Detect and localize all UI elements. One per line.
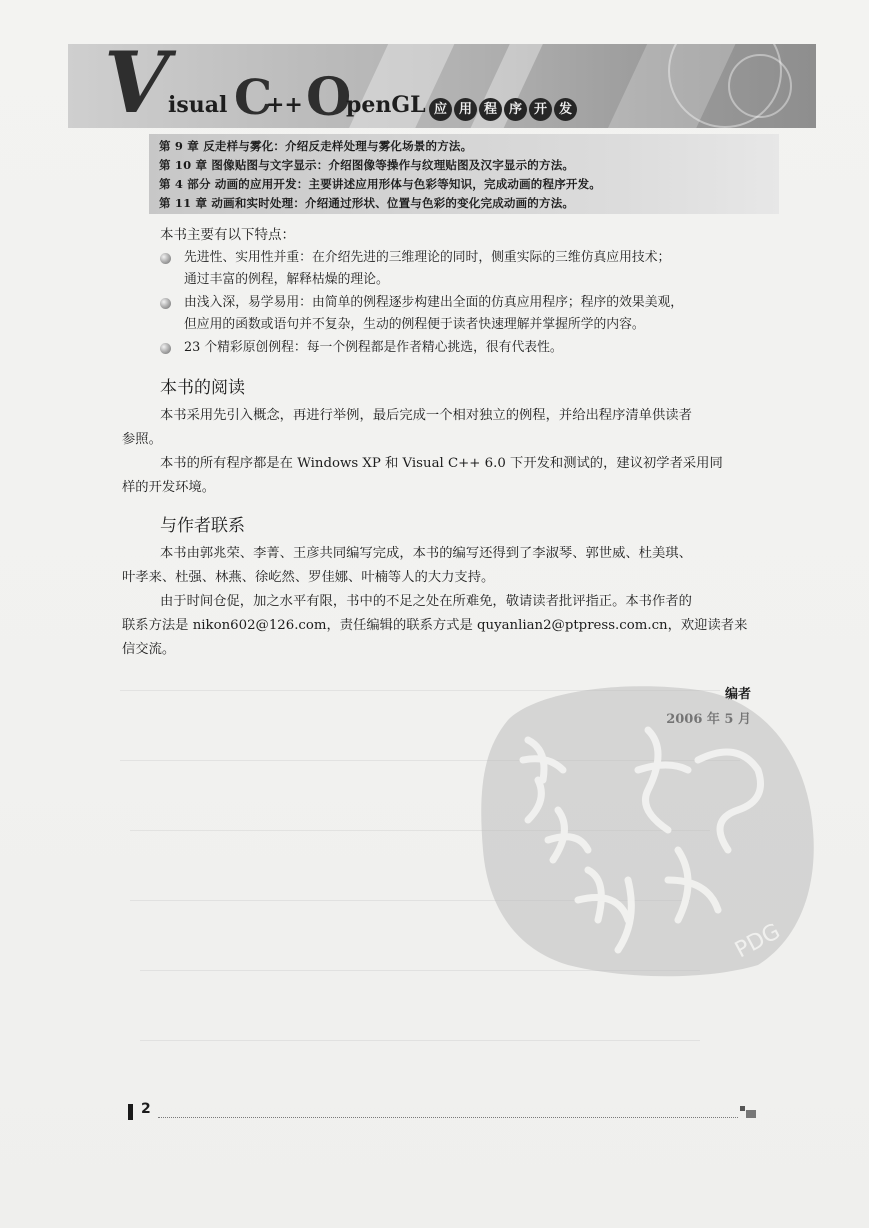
feature-item-line: 由浅入深，易学易用：由简单的例程逐步构建出全面的仿真应用程序；程序的效果美观， xyxy=(184,295,684,310)
footer-marker xyxy=(128,1104,133,1120)
contact-paragraph-line: 由于时间仓促，加之水平有限，书中的不足之处在所难免，敬请读者批评指正。本书作者的 xyxy=(160,594,692,609)
footer-corner-icon xyxy=(740,1106,756,1118)
logo-plusplus: ++ xyxy=(266,92,303,118)
bullet-icon xyxy=(160,298,171,309)
subtitle-char: 应 xyxy=(429,98,452,121)
subtitle-char: 开 xyxy=(529,98,552,121)
contact-paragraph-line: 叶孝来、杜强、林燕、徐屹然、罗佳娜、叶楠等人的大力支持。 xyxy=(122,570,495,585)
contact-paragraph-line: 信交流。 xyxy=(122,642,176,657)
chapter-item: 第 11 章 动画和实时处理：介绍通过形状、位置与色彩的变化完成动画的方法。 xyxy=(159,196,575,210)
reading-paragraph-line: 本书的所有程序都是在 Windows XP 和 Visual C++ 6.0 下开发和测试的，建议初学者采用同 xyxy=(160,456,723,471)
signature-editor: 编者 xyxy=(724,687,751,702)
logo-letter-o: O xyxy=(306,67,352,128)
contact-paragraph-line: 本书由郭兆荣、李菁、王彦共同编写完成，本书的编写还得到了李淑琴、郭世威、杜美琪、 xyxy=(160,546,692,561)
logo-letter-c: C xyxy=(234,70,273,126)
feature-item-line: 通过丰富的例程，解释枯燥的理论。 xyxy=(184,272,389,287)
feature-item-line: 但应用的函数或语句并不复杂，生动的例程便于读者快速理解并掌握所学的内容。 xyxy=(184,317,645,332)
bullet-icon xyxy=(160,253,171,264)
seal-watermark xyxy=(478,680,818,980)
subtitle-char: 用 xyxy=(454,98,477,121)
reading-paragraph-line: 参照。 xyxy=(122,432,162,447)
book-subtitle xyxy=(429,98,577,121)
contact-paragraph-line: 联系方法是 nikon602@126.com，责任编辑的联系方式是 quyanlian2@ptpress.com.cn，欢迎读者来 xyxy=(122,618,748,633)
banner-decoration xyxy=(728,54,792,118)
scan-artifact xyxy=(140,1040,700,1041)
bullet-icon xyxy=(160,343,171,354)
section-heading-contact: 与作者联系 xyxy=(160,516,245,536)
logo-word-pengl: penGL xyxy=(346,92,426,118)
subtitle-char: 程 xyxy=(479,98,502,121)
footer-rule xyxy=(158,1117,738,1118)
feature-item-line: 23 个精彩原创例程：每一个例程都是作者精心挑选，很有代表性。 xyxy=(184,340,563,355)
chapter-item: 第 10 章 图像贴图与文字显示：介绍图像等操作与纹理贴图及汉字显示的方法。 xyxy=(159,158,575,172)
reading-paragraph-line: 本书采用先引入概念，再进行举例，最后完成一个相对独立的例程，并给出程序清单供读者 xyxy=(160,408,692,423)
watermark-text: PDG xyxy=(731,919,785,964)
subtitle-char: 发 xyxy=(554,98,577,121)
features-intro: 本书主要有以下特点： xyxy=(160,227,295,243)
reading-paragraph-line: 样的开发环境。 xyxy=(122,480,216,495)
section-heading-reading: 本书的阅读 xyxy=(160,378,245,398)
chapter-item: 第 4 部分 动画的应用开发：主要讲述应用形体与色彩等知识，完成动画的程序开发。 xyxy=(159,177,602,191)
feature-item-line: 先进性、实用性并重：在介绍先进的三维理论的同时，侧重实际的三维仿真应用技术； xyxy=(184,250,671,265)
logo-letter-v: V xyxy=(104,33,170,132)
chapter-item: 第 9 章 反走样与雾化：介绍反走样处理与雾化场景的方法。 xyxy=(159,139,473,153)
logo-word-isual: isual xyxy=(168,92,228,118)
page-number: 2 xyxy=(141,1101,151,1117)
subtitle-char: 序 xyxy=(504,98,527,121)
